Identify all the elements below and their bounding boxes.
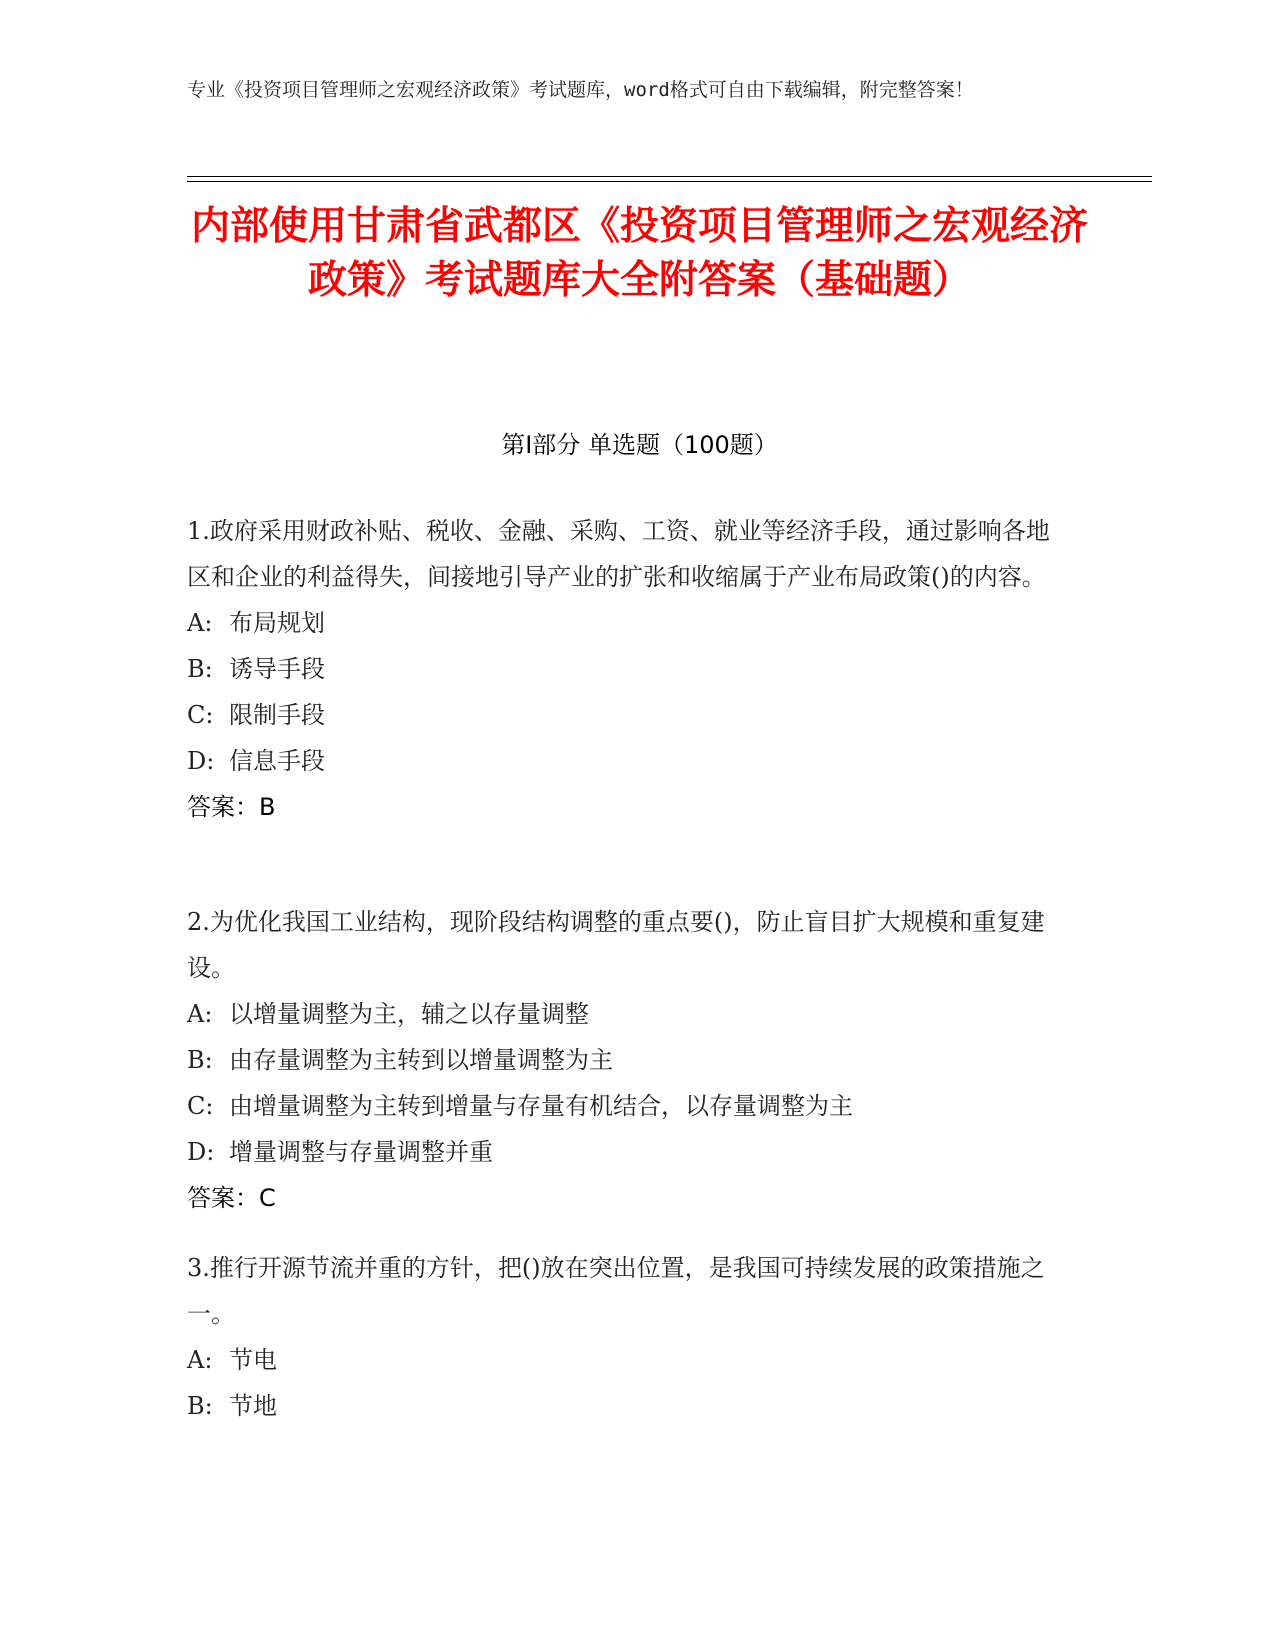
- option-c: [187, 1083, 1067, 1129]
- option-key: A:: [187, 1346, 213, 1374]
- answer-line: 答案：B: [187, 793, 276, 821]
- option-key: B:: [187, 655, 213, 683]
- option-text: 信息手段: [229, 747, 325, 775]
- option-key: A:: [187, 609, 213, 637]
- question-2: [187, 899, 1067, 1221]
- option-text: 布局规划: [229, 609, 325, 637]
- question-1: [187, 508, 1067, 830]
- option-text: 限制手段: [229, 701, 325, 729]
- option-b: [187, 1383, 1067, 1429]
- option-text: 以增量调整为主，辅之以存量调整: [229, 1000, 589, 1028]
- option-a: [187, 600, 1067, 646]
- option-key: C:: [187, 1092, 214, 1120]
- question-stem: 3.推行开源节流并重的方针，把()放在突出位置，是我国可持续发展的政策措施之一。: [187, 1254, 1045, 1328]
- option-key: A:: [187, 1000, 213, 1028]
- option-key: B:: [187, 1046, 213, 1074]
- option-b: [187, 646, 1067, 692]
- option-text: 由存量调整为主转到以增量调整为主: [229, 1046, 613, 1074]
- option-key: D:: [187, 1138, 215, 1166]
- header-note: 专业《投资项目管理师之宏观经济政策》考试题库，word格式可自由下载编辑，附完整答案！: [187, 79, 974, 101]
- option-text: 由增量调整为主转到增量与存量有机结合，以存量调整为主: [229, 1092, 853, 1120]
- option-text: 增量调整与存量调整并重: [229, 1138, 493, 1166]
- header-divider-top: [187, 176, 1152, 177]
- option-a: [187, 1337, 1067, 1383]
- question-3: [187, 1245, 1067, 1429]
- option-d: [187, 1129, 1067, 1175]
- document-title: 内部使用甘肃省武都区《投资项目管理师之宏观经济政策》考试题库大全附答案（基础题）: [190, 204, 1088, 303]
- option-text: 诱导手段: [229, 655, 325, 683]
- option-key: B:: [187, 1392, 213, 1420]
- question-stem: 2.为优化我国工业结构，现阶段结构调整的重点要()，防止盲目扩大规模和重复建设。: [187, 908, 1045, 982]
- option-key: D:: [187, 747, 215, 775]
- option-text: 节地: [229, 1392, 277, 1420]
- section-heading: 第Ⅰ部分 单选题（100题）: [501, 431, 778, 459]
- header-divider-bottom: [187, 181, 1152, 182]
- option-d: [187, 738, 1067, 784]
- question-stem: 1.政府采用财政补贴、税收、金融、采购、工资、就业等经济手段，通过影响各地区和企业的利益得失，间接地引导产业的扩张和收缩属于产业布局政策()的内容。: [187, 517, 1050, 591]
- answer-line: 答案：C: [187, 1184, 276, 1212]
- option-a: [187, 991, 1067, 1037]
- option-text: 节电: [229, 1346, 277, 1374]
- option-key: C:: [187, 701, 214, 729]
- option-c: [187, 692, 1067, 738]
- option-b: [187, 1037, 1067, 1083]
